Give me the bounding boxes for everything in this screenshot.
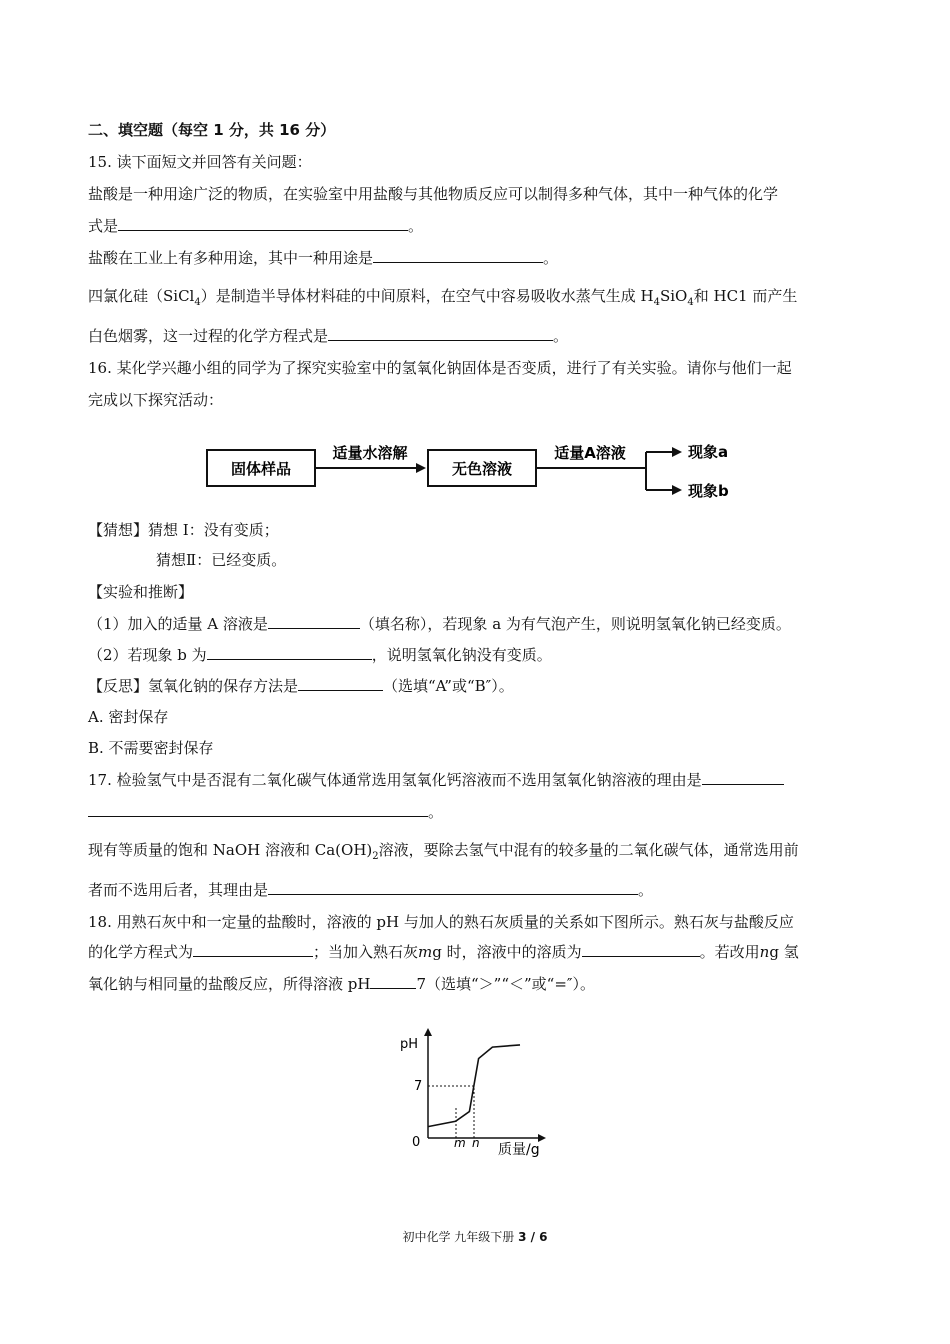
section-title: 二、填空题（每空 1 分，共 16 分） (88, 121, 336, 139)
flow-arrow-1-label: 适量水溶解 (332, 444, 408, 462)
flow-outcome-b: 现象b (688, 482, 729, 500)
flow-arrow-2-label: 适量A溶液 (554, 444, 626, 462)
answer-blank[interactable] (207, 645, 372, 660)
answer-blank[interactable] (118, 216, 408, 231)
answer-blank[interactable] (370, 974, 416, 989)
answer-blank[interactable] (268, 614, 360, 629)
flow-outcome-a: 现象a (688, 443, 729, 461)
q15-text-1: 盐酸是一种用途广泛的物质，在实验室中用盐酸与其他物质反应可以制得多种气体，其中一种气体的化学 (88, 185, 779, 203)
flow-box-solution-label: 无色溶液 (451, 460, 513, 478)
q17-text-3: 者而不选用后者，其理由是 。 (88, 881, 654, 899)
ph-chart (390, 1026, 560, 1162)
q15-text-2: 式是 。 (88, 217, 424, 235)
x-tick-m: m (454, 1136, 466, 1150)
answer-blank[interactable] (582, 942, 700, 957)
answer-blank[interactable] (268, 880, 638, 895)
answer-blank[interactable] (298, 676, 383, 691)
q16-stem: 16. 某化学兴趣小组的同学为了探究实验室中的氢氧化钠固体是否变质，进行了有关实验。请你与他们一起 (88, 359, 792, 377)
q18-text-2: 氧化钠与相同量的盐酸反应，所得溶液 pH 7（选填“＞”“＜”或“=″）。 (88, 975, 596, 993)
q16-option-a: A. 密封保存 (88, 708, 169, 726)
q15-text-3: 盐酸在工业上有多种用途，其中一种用途是 。 (88, 249, 559, 267)
q17-stem: 17. 检验氢气中是否混有二氧化碳气体通常选用氢氧化钙溶液而不选用氢氧化钠溶液的理由是 (88, 770, 868, 790)
answer-blank[interactable] (88, 802, 428, 817)
q15-text-4: 四氯化硅（SiCl$_4$）是制造半导体材料硅的中间原料，在空气中容易吸收水蒸气生成 $H_4SiO_4$和 HC1 而产生 (88, 287, 798, 308)
q16-reflection: 【反思】氢氧化钠的保存方法是 （选填“A”或“B″）。 (88, 677, 514, 695)
q16-guess-2: 猜想Ⅱ：已经变质。 (156, 551, 287, 569)
q16-experiment-2: （2）若现象 b 为 ，说明氢氧化钠没有变质。 (88, 646, 552, 664)
q15-stem: 15. 读下面短文并回答有关问题： (88, 153, 312, 171)
q16-option-b: B. 不需要密封保存 (88, 739, 214, 757)
answer-blank[interactable] (373, 248, 543, 263)
x-axis-label: 质量/g (498, 1142, 540, 1158)
y-axis-label: pH (400, 1037, 419, 1052)
answer-blank[interactable] (702, 770, 784, 785)
q16-experiment-1: （1）加入的适量 A 溶液是 （填名称），若现象 a 为有气泡产生，则说明氢氧化钠已经变质。 (88, 615, 791, 633)
origin-label: 0 (412, 1135, 421, 1150)
page-footer: 初中化学 九年级下册 3 / 6 (402, 1230, 548, 1244)
q18-stem: 18. 用熟石灰中和一定量的盐酸时，溶液的 pH 与加人的熟石灰质量的关系如下图所示。熟石灰与盐酸反应 (88, 913, 794, 931)
q18-text-1: 的化学方程式为 ；当加入熟石灰mg 时，溶液中的溶质为 。若改用ng 氢 (88, 943, 799, 961)
q16-guess-1: 【猜想】猜想 I：没有变质； (88, 521, 279, 539)
answer-blank[interactable] (328, 326, 553, 341)
x-tick-n: n (472, 1136, 480, 1150)
flow-box-sample-label: 固体样品 (230, 460, 292, 478)
q16-stem-2: 完成以下探究活动： (88, 391, 224, 409)
q17-text-1: 。 (88, 802, 868, 822)
y-tick-7: 7 (414, 1079, 423, 1094)
experiment-flowchart (200, 436, 760, 508)
q17-text-2: 现有等质量的饱和 NaOH 溶液和 $Ca(OH)_2$溶液，要除去氢气中混有的较多量的二氧化碳气体，通常选用前 (88, 841, 799, 862)
q16-experiment-title: 【实验和推断】 (88, 583, 194, 601)
q15-text-5: 白色烟雾，这一过程的化学方程式是 。 (88, 327, 569, 345)
answer-blank[interactable] (193, 942, 313, 957)
